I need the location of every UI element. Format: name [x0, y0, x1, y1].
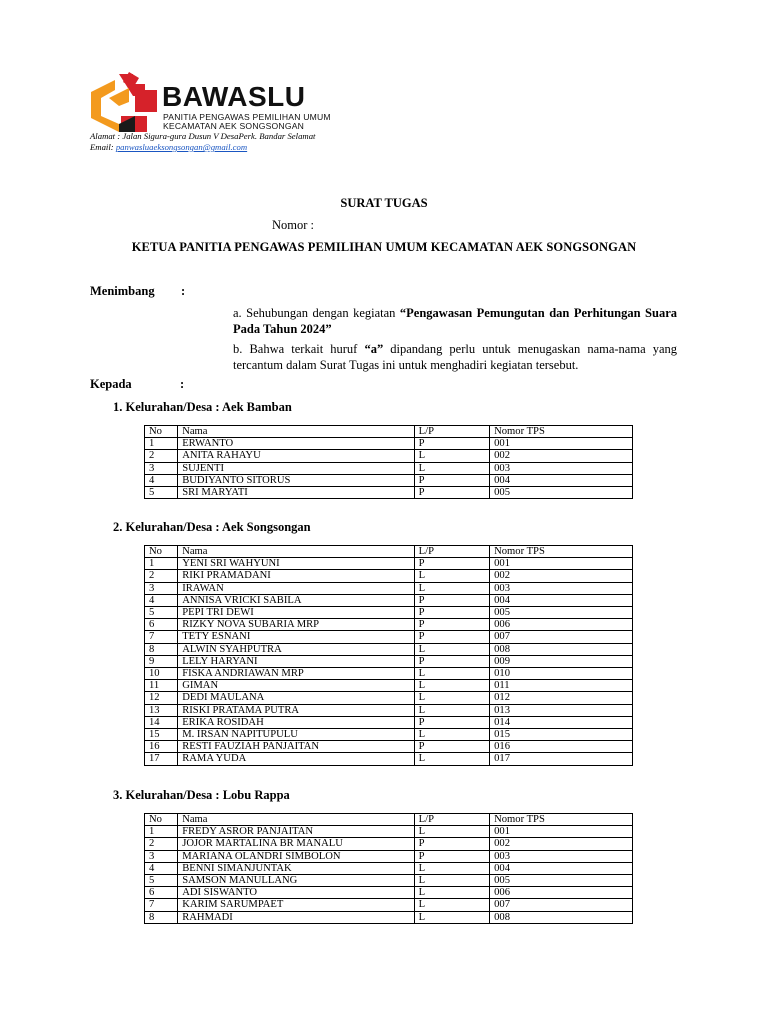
table-cell: L	[414, 680, 489, 692]
table-row	[145, 668, 633, 680]
table-cell: ALWIN SYAHPUTRA	[178, 643, 414, 655]
table-cell: ANNISA VRICKI SABILA	[178, 594, 414, 606]
table-cell: 011	[490, 680, 633, 692]
table-cell: P	[414, 594, 489, 606]
table-cell: L	[414, 875, 489, 887]
document-title: SURAT TUGAS	[340, 196, 428, 210]
table-header-row	[145, 426, 633, 438]
table-cell: P	[414, 438, 489, 450]
table-cell: P	[414, 487, 489, 499]
table-cell: RIKI PRAMADANI	[178, 570, 414, 582]
table-row	[145, 680, 633, 692]
table-cell: L	[414, 582, 489, 594]
table-cell: 010	[490, 668, 633, 680]
table-cell: P	[414, 474, 489, 486]
table-row	[145, 741, 633, 753]
table-cell: RAMA YUDA	[178, 753, 414, 765]
column-header: L/P	[414, 426, 489, 438]
table-cell: 3	[145, 462, 178, 474]
table-cell: ERIKA ROSIDAH	[178, 716, 414, 728]
table-cell: P	[414, 631, 489, 643]
document-heading: KETUA PANITIA PENGAWAS PEMILIHAN UMUM KECAMATAN AEK SONGSONGAN	[131, 240, 637, 254]
table-cell: SUJENTI	[178, 462, 414, 474]
table-cell: L	[414, 911, 489, 923]
section-title: 3. Kelurahan/Desa : Lobu Rappa	[113, 788, 290, 802]
table-row	[145, 875, 633, 887]
column-header: Nama	[178, 814, 414, 826]
table-cell: L	[414, 692, 489, 704]
table-cell: 016	[490, 741, 633, 753]
table-cell: 003	[490, 850, 633, 862]
table-cell: ANITA RAHAYU	[178, 450, 414, 462]
table-cell: 5	[145, 487, 178, 499]
table-header-row	[145, 814, 633, 826]
column-header: Nomor TPS	[490, 814, 633, 826]
table-cell: P	[414, 655, 489, 667]
table-cell: L	[414, 570, 489, 582]
table-cell: 015	[490, 729, 633, 741]
table-cell: 007	[490, 899, 633, 911]
table-cell: 14	[145, 716, 178, 728]
table-cell: SRI MARYATI	[178, 487, 414, 499]
table-cell: 16	[145, 741, 178, 753]
column-header: L/P	[414, 814, 489, 826]
table-row	[145, 462, 633, 474]
table-cell: L	[414, 704, 489, 716]
table-cell: P	[414, 619, 489, 631]
table-row	[145, 862, 633, 874]
table-cell: 8	[145, 643, 178, 655]
table-cell: L	[414, 450, 489, 462]
table-cell: TETY ESNANI	[178, 631, 414, 643]
table-cell: 007	[490, 631, 633, 643]
table-cell: L	[414, 729, 489, 741]
table-cell: 004	[490, 594, 633, 606]
table-cell: RISKI PRATAMA PUTRA	[178, 704, 414, 716]
table-cell: FREDY ASROR PANJAITAN	[178, 826, 414, 838]
table-cell: M. IRSAN NAPITUPULU	[178, 729, 414, 741]
table-cell: 1	[145, 438, 178, 450]
table-row	[145, 704, 633, 716]
table-row	[145, 594, 633, 606]
email-link[interactable]: panwasluaeksongsongan@gmail.com	[115, 142, 248, 152]
table-cell: IRAWAN	[178, 582, 414, 594]
table-cell: P	[414, 850, 489, 862]
column-header: Nama	[178, 546, 414, 558]
table-cell: 1	[145, 826, 178, 838]
table-cell: P	[414, 716, 489, 728]
table-cell: 4	[145, 594, 178, 606]
column-header: No	[145, 546, 178, 558]
table-cell: L	[414, 887, 489, 899]
column-header: L/P	[414, 546, 489, 558]
table-row	[145, 887, 633, 899]
table-row	[145, 631, 633, 643]
bawaslu-logo-icon	[89, 72, 159, 134]
assignment-table	[144, 425, 633, 499]
table-cell: 3	[145, 850, 178, 862]
table-cell: 002	[490, 450, 633, 462]
table-cell: 002	[490, 838, 633, 850]
table-header-row	[145, 546, 633, 558]
table-cell: 005	[490, 607, 633, 619]
table-cell: 001	[490, 438, 633, 450]
table-row	[145, 753, 633, 765]
table-cell: 005	[490, 875, 633, 887]
column-header: Nomor TPS	[490, 426, 633, 438]
table-cell: 3	[145, 582, 178, 594]
table-row	[145, 850, 633, 862]
table-row	[145, 911, 633, 923]
brand-subtitle-1: PANITIA PENGAWAS PEMILIHAN UMUM	[163, 112, 331, 122]
table-cell: 15	[145, 729, 178, 741]
menimbang-colon: :	[181, 284, 186, 298]
table-row	[145, 838, 633, 850]
table-cell: ADI SISWANTO	[178, 887, 414, 899]
address: Alamat : Jalan Sigura-gura Dusun V DesaPerk. Bandar Selamat	[90, 131, 316, 141]
table-cell: L	[414, 462, 489, 474]
consideration-b-rest: dipandang perlu untuk menugaskan nama-nama yang tercantum dalam Surat Tugas ini untuk menghadiri kegiatan tersebut.	[233, 342, 677, 372]
section-title: 1. Kelurahan/Desa : Aek Bamban	[113, 400, 292, 414]
table-cell: 2	[145, 838, 178, 850]
email-line	[90, 142, 247, 152]
table-cell: L	[414, 899, 489, 911]
section-title: 2. Kelurahan/Desa : Aek Songsongan	[113, 520, 311, 534]
table-row	[145, 582, 633, 594]
table-cell: GIMAN	[178, 680, 414, 692]
table-row	[145, 607, 633, 619]
table-row	[145, 826, 633, 838]
table-cell: 2	[145, 450, 178, 462]
table-cell: 9	[145, 655, 178, 667]
table-cell: RESTI FAUZIAH PANJAITAN	[178, 741, 414, 753]
table-cell: 6	[145, 619, 178, 631]
table-cell: L	[414, 643, 489, 655]
table-cell: P	[414, 558, 489, 570]
table-cell: 5	[145, 875, 178, 887]
table-cell: P	[414, 607, 489, 619]
table-cell: 7	[145, 631, 178, 643]
table-cell: 001	[490, 826, 633, 838]
table-cell: L	[414, 826, 489, 838]
table-cell: JOJOR MARTALINA BR MANALU	[178, 838, 414, 850]
document-number: Nomor :	[272, 218, 315, 232]
table-cell: 7	[145, 899, 178, 911]
table-cell: 014	[490, 716, 633, 728]
table-row	[145, 487, 633, 499]
table-row	[145, 655, 633, 667]
table-cell: YENI SRI WAHYUNI	[178, 558, 414, 570]
consideration-b	[233, 341, 677, 373]
table-cell: SAMSON MANULLANG	[178, 875, 414, 887]
table-cell: 13	[145, 704, 178, 716]
brand-name: BAWASLU	[162, 81, 306, 112]
table-cell: 10	[145, 668, 178, 680]
table-row	[145, 474, 633, 486]
table-cell: 2	[145, 570, 178, 582]
menimbang-label: Menimbang	[90, 284, 155, 298]
table-row	[145, 643, 633, 655]
table-cell: 003	[490, 462, 633, 474]
consideration-a-emphasis: “Pengawasan Pemungutan dan Perhitungan Suara Pada Tahun 2024”	[233, 306, 677, 336]
table-row	[145, 558, 633, 570]
table-row	[145, 716, 633, 728]
table-cell: 001	[490, 558, 633, 570]
table-row	[145, 619, 633, 631]
table-cell: P	[414, 741, 489, 753]
table-cell: 012	[490, 692, 633, 704]
table-cell: ERWANTO	[178, 438, 414, 450]
assignment-table	[144, 813, 633, 924]
table-cell: 009	[490, 655, 633, 667]
table-cell: BENNI SIMANJUNTAK	[178, 862, 414, 874]
table-cell: 013	[490, 704, 633, 716]
table-cell: 002	[490, 570, 633, 582]
table-row	[145, 729, 633, 741]
table-cell: 006	[490, 887, 633, 899]
table-cell: 008	[490, 643, 633, 655]
table-cell: 12	[145, 692, 178, 704]
table-cell: 11	[145, 680, 178, 692]
table-row	[145, 692, 633, 704]
table-cell: 017	[490, 753, 633, 765]
table-cell: RAHMADI	[178, 911, 414, 923]
table-cell: 008	[490, 911, 633, 923]
table-cell: 6	[145, 887, 178, 899]
kepada-label: Kepada	[90, 377, 132, 391]
table-cell: P	[414, 838, 489, 850]
kepada-colon: :	[180, 377, 185, 391]
table-cell: L	[414, 862, 489, 874]
table-cell: 004	[490, 474, 633, 486]
table-cell: 006	[490, 619, 633, 631]
table-cell: BUDIYANTO SITORUS	[178, 474, 414, 486]
assignment-table	[144, 545, 633, 766]
table-cell: 005	[490, 487, 633, 499]
consideration-a-text: a. Sehubungan dengan kegiatan	[233, 306, 400, 320]
consideration-a	[233, 305, 677, 337]
table-cell: L	[414, 753, 489, 765]
table-cell: LELY HARYANI	[178, 655, 414, 667]
table-row	[145, 899, 633, 911]
table-cell: 004	[490, 862, 633, 874]
table-cell: 4	[145, 862, 178, 874]
consideration-b-text: b. Bahwa terkait huruf	[233, 342, 365, 356]
table-cell: MARIANA OLANDRI SIMBOLON	[178, 850, 414, 862]
table-cell: 1	[145, 558, 178, 570]
column-header: No	[145, 426, 178, 438]
column-header: Nomor TPS	[490, 546, 633, 558]
table-cell: DEDI MAULANA	[178, 692, 414, 704]
table-cell: 8	[145, 911, 178, 923]
table-cell: 17	[145, 753, 178, 765]
table-cell: 003	[490, 582, 633, 594]
email-label: Email:	[90, 142, 116, 152]
table-cell: 5	[145, 607, 178, 619]
table-cell: FISKA ANDRIAWAN MRP	[178, 668, 414, 680]
column-header: No	[145, 814, 178, 826]
brand-subtitle-2: KECAMATAN AEK SONGSONGAN	[163, 121, 305, 131]
table-cell: L	[414, 668, 489, 680]
table-row	[145, 438, 633, 450]
table-cell: RIZKY NOVA SUBARIA MRP	[178, 619, 414, 631]
consideration-b-emphasis: “a”	[364, 342, 384, 356]
table-cell: KARIM SARUMPAET	[178, 899, 414, 911]
table-cell: PEPI TRI DEWI	[178, 607, 414, 619]
table-cell: 4	[145, 474, 178, 486]
table-row	[145, 450, 633, 462]
table-row	[145, 570, 633, 582]
column-header: Nama	[178, 426, 414, 438]
